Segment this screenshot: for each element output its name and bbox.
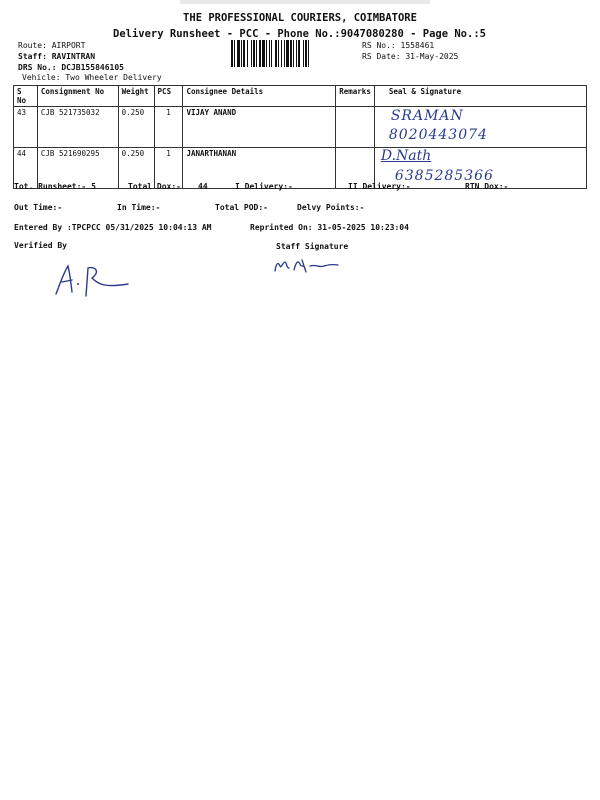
cell-remarks (336, 107, 375, 148)
cell-pcs: 1 (154, 148, 183, 189)
staff-signature-label: Staff Signature (276, 242, 349, 251)
company-title: THE PROFESSIONAL COURIERS, COIMBATORE (183, 12, 417, 24)
handwritten-name: D.Nath (380, 148, 432, 164)
drs-number: DRS No.: DCJB155846105 (18, 63, 124, 72)
handwritten-name: SRAMAN (390, 108, 464, 124)
cell-pcs: 1 (154, 107, 183, 148)
cell-weight: 0.250 (118, 107, 154, 148)
total-pod-label: Total POD:- (215, 203, 268, 212)
verified-by-label: Verified By (14, 241, 67, 250)
table-row (14, 107, 587, 148)
col-header-sno: S No (14, 86, 38, 107)
runsheet-subtitle: Delivery Runsheet - PCC - Phone No.:9047080280 - Page No.:5 (113, 28, 486, 40)
barcode-image (231, 40, 343, 67)
verifier-signature (52, 262, 134, 302)
vehicle-label: Vehicle: Two Wheeler Delivery (22, 73, 162, 82)
i-delivery-label: I Delivery:- (235, 182, 293, 191)
reprinted-on: Reprinted On: 31-05-2025 10:23:04 (250, 223, 409, 232)
rs-date: RS Date: 31-May-2025 (362, 52, 459, 61)
total-dox-value: 44 (198, 182, 208, 191)
staff-label: Staff: RAVINTRAN (18, 52, 96, 61)
cell-sno: 43 (14, 107, 38, 148)
cell-consignee: VIJAY ANAND (183, 107, 336, 148)
ii-delivery-label: II Delivery:- (348, 182, 411, 191)
in-time-label: In Time:- (117, 203, 161, 212)
col-header-consignee: Consignee Details (183, 86, 336, 107)
cell-sno: 44 (14, 148, 38, 189)
col-header-pcs: PCS (154, 86, 183, 107)
col-header-consignment: Consignment No (37, 86, 118, 107)
staff-signature (272, 256, 362, 276)
cell-consignee: JANARTHANAN (183, 148, 336, 189)
col-header-remarks: Remarks (336, 86, 375, 107)
scan-artifact (180, 0, 430, 4)
runsheet-table (13, 85, 587, 189)
handwritten-phone: 8020443074 (388, 127, 488, 143)
out-time-label: Out Time:- (14, 203, 63, 212)
table-header-row (14, 86, 587, 107)
delivery-points-label: Delvy Points:- (297, 203, 365, 212)
route-label: Route: AIRPORT (18, 41, 86, 50)
cell-consignment: CJB 521735032 (37, 107, 118, 148)
cell-seal-signature (374, 107, 586, 148)
rs-number: RS No.: 1558461 (362, 41, 435, 50)
total-runsheet: Tot. Runsheet:- 5 (14, 182, 96, 191)
col-header-seal: Seal & Signature (374, 86, 586, 107)
entered-by: Entered By :TPCPCC 05/31/2025 10:04:13 AM (14, 223, 212, 232)
total-dox-label: Total Dox:- (128, 182, 181, 191)
col-header-weight: Weight (118, 86, 154, 107)
cell-weight: 0.250 (118, 148, 154, 189)
cell-consignment: CJB 521690295 (37, 148, 118, 189)
rtn-dox-label: RTN Dox:- (465, 182, 509, 191)
handwritten-phone: 6385285366 (394, 168, 494, 184)
